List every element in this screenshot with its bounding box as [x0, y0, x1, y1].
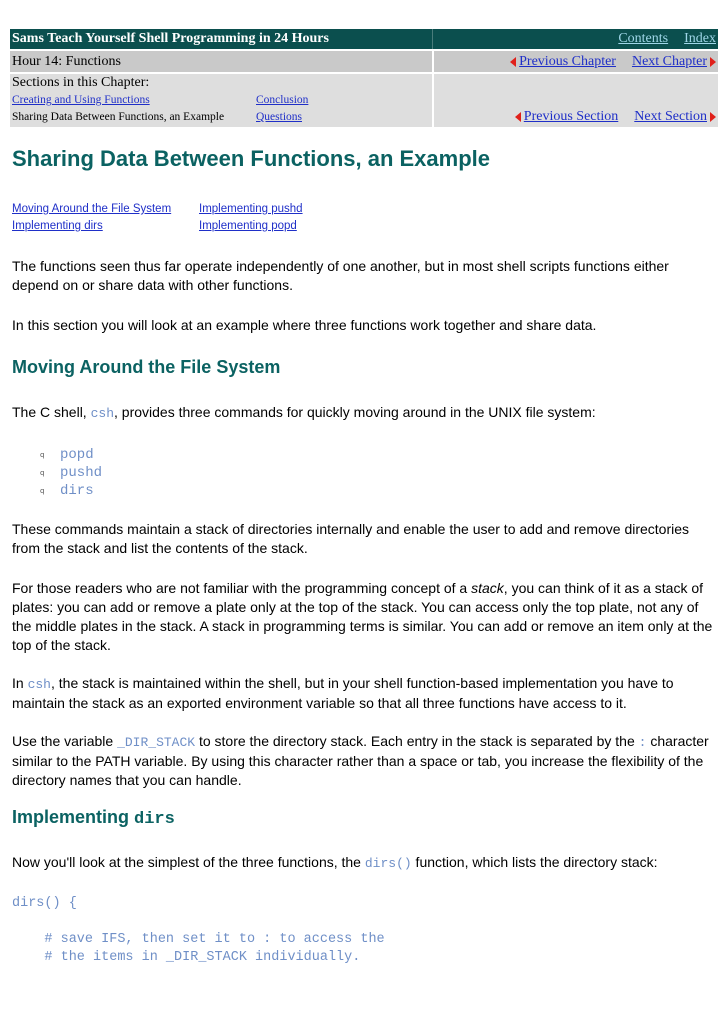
stack-paragraph: These commands maintain a stack of directories internally and enable the user to add and remove directories from the stack and list the contents of the stack.: [12, 521, 690, 556]
nav-title-row: [10, 29, 718, 49]
inline-code-csh: csh: [27, 677, 51, 692]
dir-stack-paragraph: Use the variable _DIR_STACK to store the directory stack. Each entry in the stack is separated by the : character similar to the PATH variable. By using this character rather than a space or tab, you increase the flexibility of the directory names that you can handle.: [12, 733, 709, 788]
sections-panel: [10, 74, 432, 127]
index-link[interactable]: Index: [684, 31, 716, 46]
inline-code-colon: :: [638, 735, 647, 750]
stack-concept-paragraph: For those readers who are not familiar with the programming concept of a stack, you can think of it as a stack of plates: you can add or remove a plate only at the top of the stack. You can access only the top plate, not any of the middle plates in the stack. A stack in programming terms is similar. You can add or remove an item only at the top of the stack.: [12, 580, 713, 653]
chapter-nav: [434, 51, 718, 72]
previous-section-text[interactable]: Previous Section: [523, 109, 619, 124]
previous-section-arrow-icon: [515, 112, 521, 122]
nav-hour-row: [10, 51, 718, 72]
csh-paragraph: The C shell, csh, provides three commands for quickly moving around in the UNIX file system:: [12, 404, 596, 421]
section-link-questions[interactable]: Questions: [256, 111, 302, 123]
hour-title: Hour 14: Functions: [10, 51, 432, 72]
section-heading-implementing-dirs: Implementing dirs: [12, 807, 175, 829]
next-section-arrow-icon: [710, 112, 716, 122]
book-title: Sams Teach Yourself Shell Programming in 24 Hours: [10, 29, 433, 49]
toc-link-pushd[interactable]: Implementing pushd: [199, 203, 303, 215]
section-link-creating-functions[interactable]: Creating and Using Functions: [12, 94, 150, 106]
toc-link-popd[interactable]: Implementing popd: [199, 220, 297, 232]
next-chapter-link[interactable]: [632, 51, 716, 72]
intro-paragraph-2: In this section you will look at an example where three functions work together and share data.: [12, 317, 597, 333]
toc-link-dirs[interactable]: Implementing dirs: [12, 220, 103, 232]
dirs-code-listing: dirs() { # save IFS, then set it to : to access the # the items in _DIR_STACK individually.: [12, 896, 385, 965]
bullet-icon: q: [40, 469, 45, 477]
list-item: q pushd: [40, 465, 103, 481]
next-section-link[interactable]: [634, 109, 716, 125]
previous-chapter-text[interactable]: Previous Chapter: [519, 54, 616, 69]
nav-global-links: [433, 29, 718, 49]
previous-arrow-icon: [510, 57, 516, 67]
bullet-icon: q: [40, 487, 45, 495]
section-nav: [434, 74, 718, 127]
intro-paragraph-1: The functions seen thus far operate independently of one another, but in most shell scripts functions either depend on or share data with other functions.: [12, 258, 669, 293]
bullet-icon: q: [40, 451, 45, 459]
section-current: Sharing Data Between Functions, an Example: [12, 111, 225, 123]
csh-stack-paragraph: In csh, the stack is maintained within the shell, but in your shell function-based implementation you have to maintain the stack as an exported environment variable so that all three functions have access to it.: [12, 675, 674, 711]
inline-code-dir-stack: _DIR_STACK: [117, 735, 196, 750]
section-heading-moving-around: Moving Around the File System: [12, 357, 281, 377]
command-list: [40, 446, 102, 500]
page-title: Sharing Data Between Functions, an Example: [12, 146, 490, 171]
chapter-navigation: [10, 29, 718, 127]
inline-code-dirs: dirs(): [364, 856, 412, 871]
contents-link[interactable]: Contents: [618, 31, 669, 46]
list-item: q popd: [40, 447, 94, 463]
previous-chapter-link[interactable]: [510, 51, 616, 72]
next-arrow-icon: [710, 57, 716, 67]
inline-code-csh: csh: [90, 406, 114, 421]
toc-link-moving-around[interactable]: Moving Around the File System: [12, 203, 172, 215]
dirs-paragraph: Now you'll look at the simplest of the three functions, the dirs() function, which lists the directory stack:: [12, 854, 658, 871]
next-section-text[interactable]: Next Section: [634, 109, 707, 124]
previous-section-link[interactable]: [515, 109, 619, 125]
section-link-conclusion[interactable]: Conclusion: [256, 94, 309, 106]
list-item: q dirs: [40, 483, 94, 499]
nav-sections-row: [10, 74, 718, 127]
next-chapter-text[interactable]: Next Chapter: [631, 54, 707, 69]
sections-heading: Sections in this Chapter:: [12, 75, 150, 90]
